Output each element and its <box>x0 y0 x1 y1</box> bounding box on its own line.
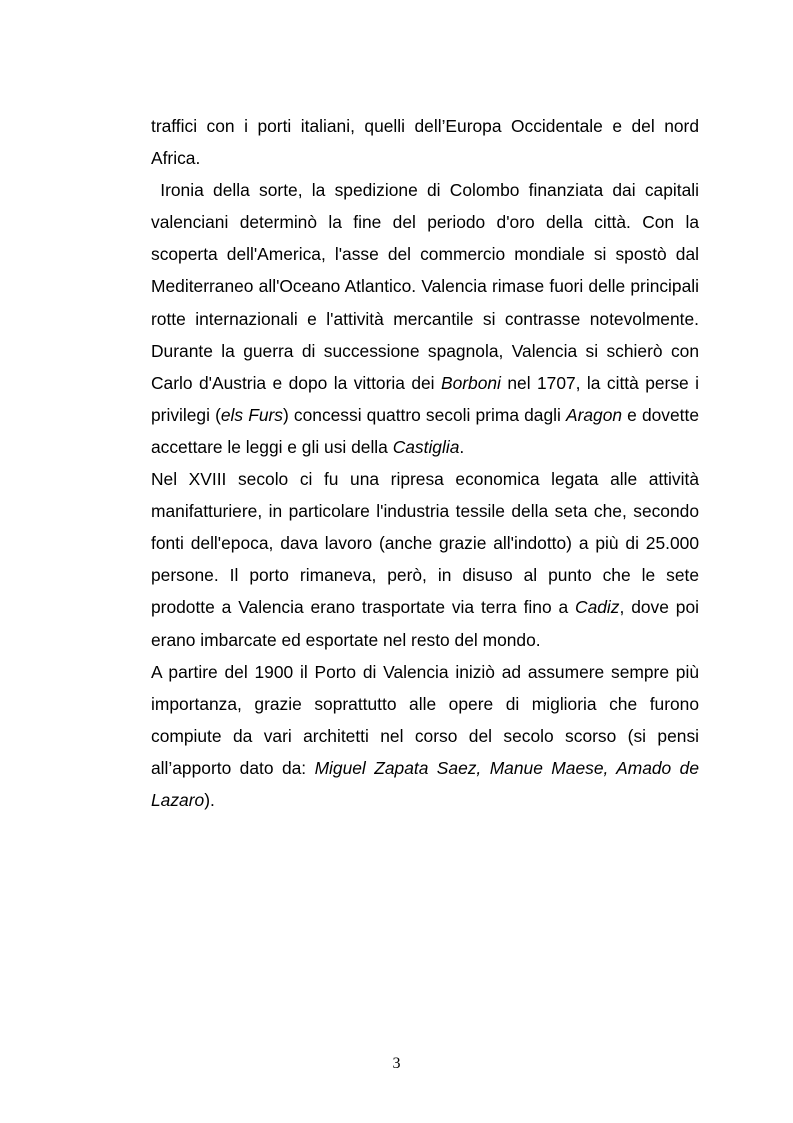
italic-term: els Furs <box>220 404 283 425</box>
body-text <box>151 110 699 816</box>
italic-term: Borboni <box>440 372 501 393</box>
text-segment: Ironia della sorte, la spedizione di Colombo finanziata dai capitali valenciani determinò la fine del periodo d'oro della città. Con la scoperta dell'America, l'asse del commercio mondiale si spostò dal Mediterraneo all'Oceano Atlantico. Valencia rimase fuori delle principali rotte internazionali e l'attività mercantile si contrasse notevolmente. Durante la guerra di successione spagnola, Valencia si schierò con Carlo d'Austria e dopo la vittoria dei <box>151 180 699 393</box>
italic-term: Aragon <box>565 404 623 425</box>
text-segment: traffici con i porti italiani, quelli dell’Europa Occidentale e del nord Africa. <box>151 116 699 169</box>
text-segment: e dovette accettare le leggi e gli usi della <box>151 404 699 457</box>
text-segment: Nel XVIII secolo ci fu una ripresa economica legata alle attività manifatturiere, in particolare l'industria tessile della seta che, secondo fonti dell'epoca, dava lavoro (anche grazie all'indotto) a più di 25.000 persone. Il porto rimaneva, però, in disuso al punto che le sete prodotte a Valencia erano trasportate via terra fino a <box>151 469 699 618</box>
text-segment: A partire del 1900 il Porto di Valencia iniziò ad assumere sempre più importanza, grazie soprattutto alle opere di miglioria che furono compiute da vari architetti nel corso del secolo scorso (si pensi all’apporto dato da: <box>151 661 699 778</box>
paragraph-1 <box>151 110 699 174</box>
text-segment: . <box>459 436 465 457</box>
italic-term: Castiglia <box>392 436 460 457</box>
text-segment: nel 1707, la città perse i privilegi ( <box>151 372 699 425</box>
italic-term: Miguel Zapata Saez, Manue Maese, Amado de Lazaro <box>151 757 699 810</box>
text-segment: ). <box>204 789 215 810</box>
text-segment: , dove poi erano imbarcate ed esportate nel resto del mondo. <box>151 597 699 650</box>
paragraph-2 <box>151 174 699 463</box>
paragraph-4 <box>151 656 699 816</box>
page-number: 3 <box>392 1055 401 1072</box>
paragraph-3 <box>151 463 699 656</box>
text-segment: ) concessi quattro secoli prima dagli <box>283 404 566 425</box>
italic-term: Cadiz <box>575 597 620 618</box>
